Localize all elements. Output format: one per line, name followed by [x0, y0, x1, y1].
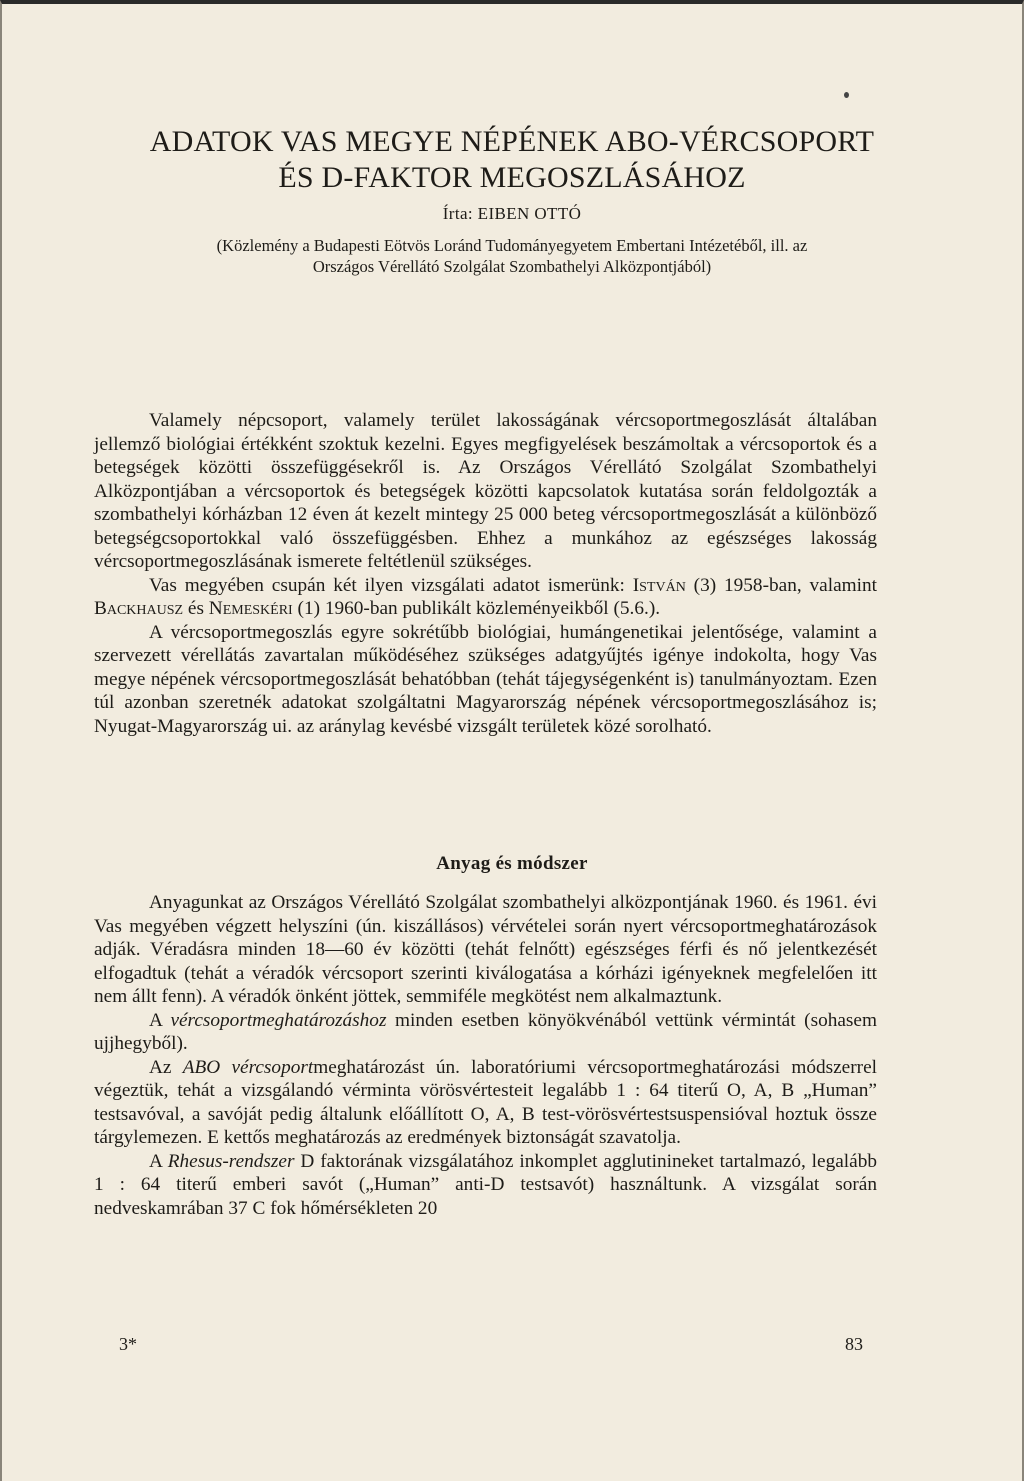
emphasis-term: vércsoportmeghatározáshoz [170, 1009, 387, 1031]
article-title [62, 124, 962, 196]
section-heading: Anyag és módszer [436, 853, 588, 874]
author-name-istvan: István [632, 574, 686, 596]
emphasis-term: Rhesus-rendszer [167, 1150, 295, 1172]
methods-paragraph-4 [94, 1150, 877, 1221]
text-run: A [149, 1150, 168, 1172]
text-run: minden esetben könyökvénából vettünk vérmintát (sohasem ujjhegyből). [94, 1009, 877, 1054]
author-name-nemeskeri: Nemeskéri [208, 598, 293, 619]
affiliation-line-2: Országos Vérellátó Szolgálat Szombathelyi Alközpontjából) [312, 257, 712, 276]
text-run: (3) 1958-ban, valamint [685, 574, 877, 596]
text-run: Az [149, 1056, 183, 1078]
text-run: (1) 1960-ban publikált közleményeikből (5.6.). [292, 598, 661, 619]
intro-paragraph-1: Valamely népcsoport, valamely terület lakosságának vércsoportmegoszlását általában jellemző biológiai értékként szoktuk kezelni. Egyes megfigyelések beszámoltak a vércsoportok és a betegségek közötti összefüggésekről is. Az Országos Vérellátó Szolgálat Szombathelyi Alközpontjában a vércsoportok és betegségek közötti kapcsolatok kutatása során feldolgozták a szombathelyi kórházban 12 éven át kezelt mintegy 25 000 beteg vércsoportmegoszlását a különböző betegségcsoportokkal való összefüggésben. Ehhez a munkához az egészséges lakosság vércsoportmegoszlásának ismerete feltétlenül szükséges. [94, 410, 877, 572]
author-line: Írta: EIBEN OTTÓ [442, 204, 582, 223]
introduction-text [94, 409, 877, 738]
text-run: Vas megyében csupán két ilyen vizsgálati adatot ismerünk: [149, 574, 633, 596]
title-line-1: ADATOK VAS MEGYE NÉPÉNEK ABO-VÉRCSOPORT [149, 125, 875, 158]
affiliation [92, 235, 932, 277]
methods-paragraph-2 [94, 1009, 877, 1056]
intro-paragraph-3: A vércsoportmegoszlás egyre sokrétűbb biológiai, humángenetikai jelentősége, valamint a szervezett vérellátás zavartalan működéséhez szükséges adatgyűjtés igénye indokolta, hogy Vas megye népének vércsoportmegoszlását behatóbban (tehát tájegységenként is) tanulmányoztam. Ezen túl azonban szeretnék adatokat szolgáltatni Magyarország népének vércsoportmegoszlásához is; Nyugat-Magyarország ui. az aránylag kevésbé vizsgált területek közé sorolható. [94, 621, 877, 737]
intro-paragraph-2 [94, 574, 877, 621]
methods-paragraph-3 [94, 1056, 877, 1150]
print-speck [844, 92, 849, 98]
text-run: meghatározást ún. laboratóriumi vércsoportmeghatározási módszerrel végeztük, tehát a vizsgálandó vérminta vörösvértesteit legalább 1 : 64 titerű O, A, B „Human” testsavóval, a savóját pedig általunk előállított O, A, B test-vörösvértestsuspensióval hoztuk össze tárgylemezen. E kettős meghatározás az eredmények biztonságát szavatolja. [94, 1056, 877, 1148]
affiliation-line-1: (Közlemény a Budapesti Eötvös Loránd Tudományegyetem Embertani Intézetéből, ill. az [216, 236, 808, 255]
title-line-2: ÉS D-FAKTOR MEGOSZLÁSÁHOZ [278, 161, 746, 194]
text-run: és [183, 598, 209, 619]
emphasis-term: ABO vércsoport [182, 1056, 314, 1078]
text-run: A [149, 1009, 171, 1031]
page-number: 83 [845, 1334, 863, 1354]
methods-paragraph-1: Anyagunkat az Országos Vérellátó Szolgálat szombathelyi alközpontjának 1960. és 1961. évi Vas megyében végzett helyszíni (ún. kiszállásos) vérvételei során nyert vércsoportmeghatározások adják. Véradásra minden 18—60 év közötti (tehát felnőtt) egészséges férfi és nő jelentkezését elfogadtuk (tehát a véradók vércsoport szerinti kiválogatása a kórházi igényeknek megfelelően itt nem állt fenn). A véradók önként jöttek, semmiféle megkötést nem alkalmaztunk. [94, 892, 877, 1007]
author-name-backhausz: Backhausz [94, 598, 184, 619]
signature-mark: 3* [119, 1334, 137, 1354]
methods-text [94, 891, 877, 1220]
text-run: D faktorának vizsgálatához inkomplet agglutinineket tartalmazó, legalább 1 : 64 titerű emberi savót („Human” anti-D testsavót) használtunk. A vizsgálat során nedveskamrában 37 C fok hőmérsékleten 20 [94, 1150, 877, 1219]
